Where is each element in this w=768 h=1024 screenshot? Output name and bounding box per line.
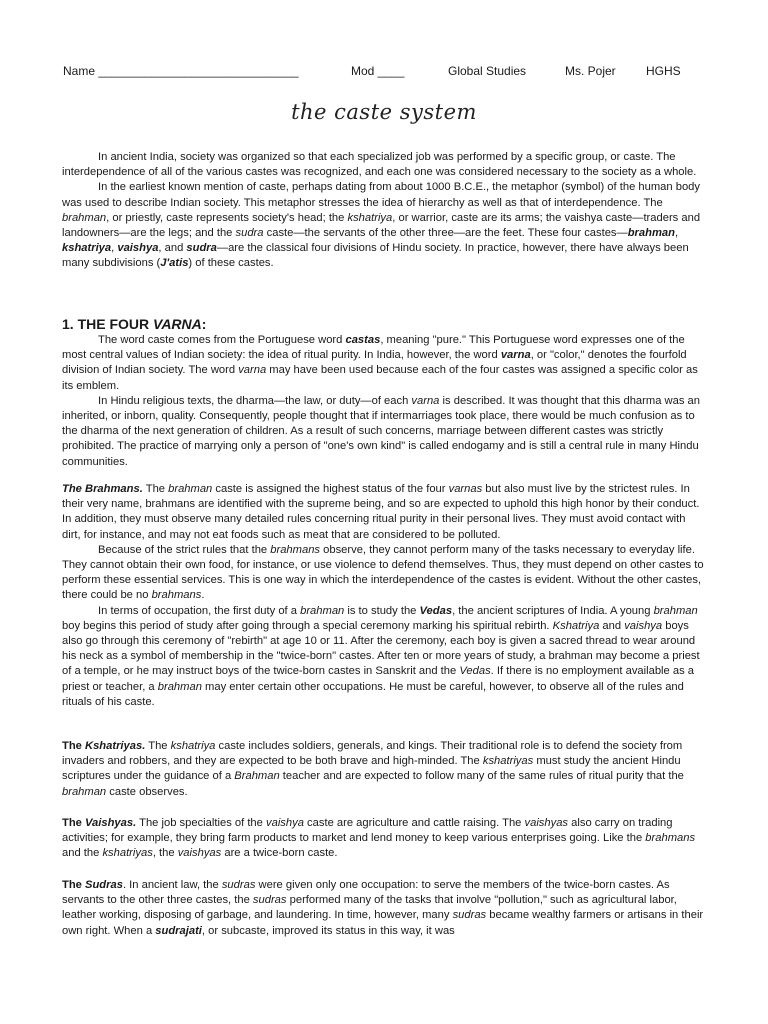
course-name: Global Studies <box>448 64 527 78</box>
page-title: the caste system <box>291 100 477 124</box>
sudras-paragraph: The Sudras. In ancient law, the sudras were given only one occupation: to serve the members of the twice-born castes. As servants to the other three castes, the sudras performed many of the tasks that involve "pollution," such as agricultural labor, leather working, disposing of garbage, and laundering. In time, however, many sudras became wealthy farmers or artisans in their own right. When a sudrajati, or subcaste, improved its status in this way, it was <box>62 879 704 937</box>
vaishyas-paragraph: The Vaishyas. The job specialties of the vaishya caste are agriculture and cattle raising. The vaishyas also carry on trading activities; for example, they bring farm products to market and lend money to keep various enterprises going. Like the brahmans and the kshatriyas, the vaishyas are a twice-born caste. <box>62 817 696 860</box>
intro-paragraph-2: In the earliest known mention of caste, perhaps dating from about 1000 B.C.E., the metaphor (symbol) of the human body was used to describe Indian society. This metaphor stresses the idea of hierarchy as well as that of interdependence. The brahman, or priestly, caste represents society's head; the kshatriya, or warrior, caste are its arms; the vaishya caste—traders and landowners—are the legs; and the sudra caste—the servants of the other three—are the feet. These four castes—brahman, kshatriya, vaishya, and sudra—are the classical four divisions of Hindu society. In practice, however, there have always been many subdivisions (J'atis) of these castes. <box>62 181 701 270</box>
varna-paragraph-2: In Hindu religious texts, the dharma—the law, or duty—of each varna is described. It was thought that this dharma was an inherited, or inborn, quality. Consequently, people thought that if intermarriages took place, there would be much confusion as to the dharma of the next generation of children. As a result of such concerns, marriage between different castes was strictly prohibited. The practice of marrying only a person of "one's own kind" is called endogamy and is still a central rule in many Hindu communities. <box>62 394 700 468</box>
teacher-name: Ms. Pojer <box>565 64 616 78</box>
vaishyas-section <box>62 816 707 862</box>
school-name: HGHS <box>646 64 681 78</box>
varna-paragraph-1: The word caste comes from the Portuguese word castas, meaning "pure." This Portuguese word expresses one of the most central values of Indian society: the idea of ritual purity. In India, however, the word varna, or "color," denotes the fourfold division of Indian society. The word varna may have been used because each of the four castes was assigned a specific color as its emblem. <box>62 334 698 392</box>
kshatriyas-section <box>62 739 707 800</box>
kshatriyas-paragraph: The Kshatriyas. The kshatriya caste includes soldiers, generals, and kings. Their traditional role is to defend the society from invaders and robbers, and they are expected to be both brave and high-minded. The kshatriyas must study the ancient Hindu scriptures under the guidance of a Brahman teacher and are expected to follow many of the same rules of ritual purity that the brahman caste observes. <box>62 740 684 798</box>
brahmans-paragraph-1: The Brahmans. The brahman caste is assigned the highest status of the four varnas but also must live by the strictest rules. In their very name, brahmans are identified with the supreme being, and so are expected to uphold this high honor by their conduct. In addition, they must observe many detailed rules concerning ritual purity in their personal lives. They must avoid contact with dirt, for instance, and may not eat foods such as meat that are considered to be polluted. <box>62 483 700 541</box>
brahmans-paragraph-3: In terms of occupation, the first duty of a brahman is to study the Vedas, the ancient scriptures of India. A young brahman boy begins this period of study after going through a special ceremony marking his spiritual rebirth. Kshatriya and vaishya boys also go through this ceremony of "rebirth" at age 10 or 11. After the ceremony, each boy is given a sacred thread to wear around his neck as a symbol of membership in the "twice-born" castes. After ten or more years of study, a brahman may become a priest of a temple, or he may instruct boys of the twice-born castes in Sanskrit and the Vedas. If there is no employment available as a priest or teacher, a brahman may enter certain other occupations. He must be careful, however, to observe all of the rules and rituals of his caste. <box>62 604 700 708</box>
intro-paragraph-1: In ancient India, society was organized so that each specialized job was performed by a specific group, or caste. The interdependence of all of the various castes was recognized, and each one was considered necessary to the society as a whole. <box>62 151 697 179</box>
section-heading: 1. THE FOUR VARNA: <box>62 316 207 332</box>
brahmans-section <box>62 482 707 710</box>
name-field-label: Name ______________________________ <box>63 64 299 78</box>
section-four-varna <box>62 315 707 470</box>
intro-section <box>62 150 707 272</box>
brahmans-paragraph-2: Because of the strict rules that the brahmans observe, they cannot perform many of the tasks necessary to everyday life. They cannot obtain their own food, for instance, or use violence to defend themselves. Thus, they must depend on other castes to perform these essential services. This is one way in which the interdependence of the castes is evident. Without the other castes, there could be no brahmans. <box>62 543 704 602</box>
mod-field-label: Mod ____ <box>351 64 405 78</box>
sudras-section <box>62 878 707 939</box>
